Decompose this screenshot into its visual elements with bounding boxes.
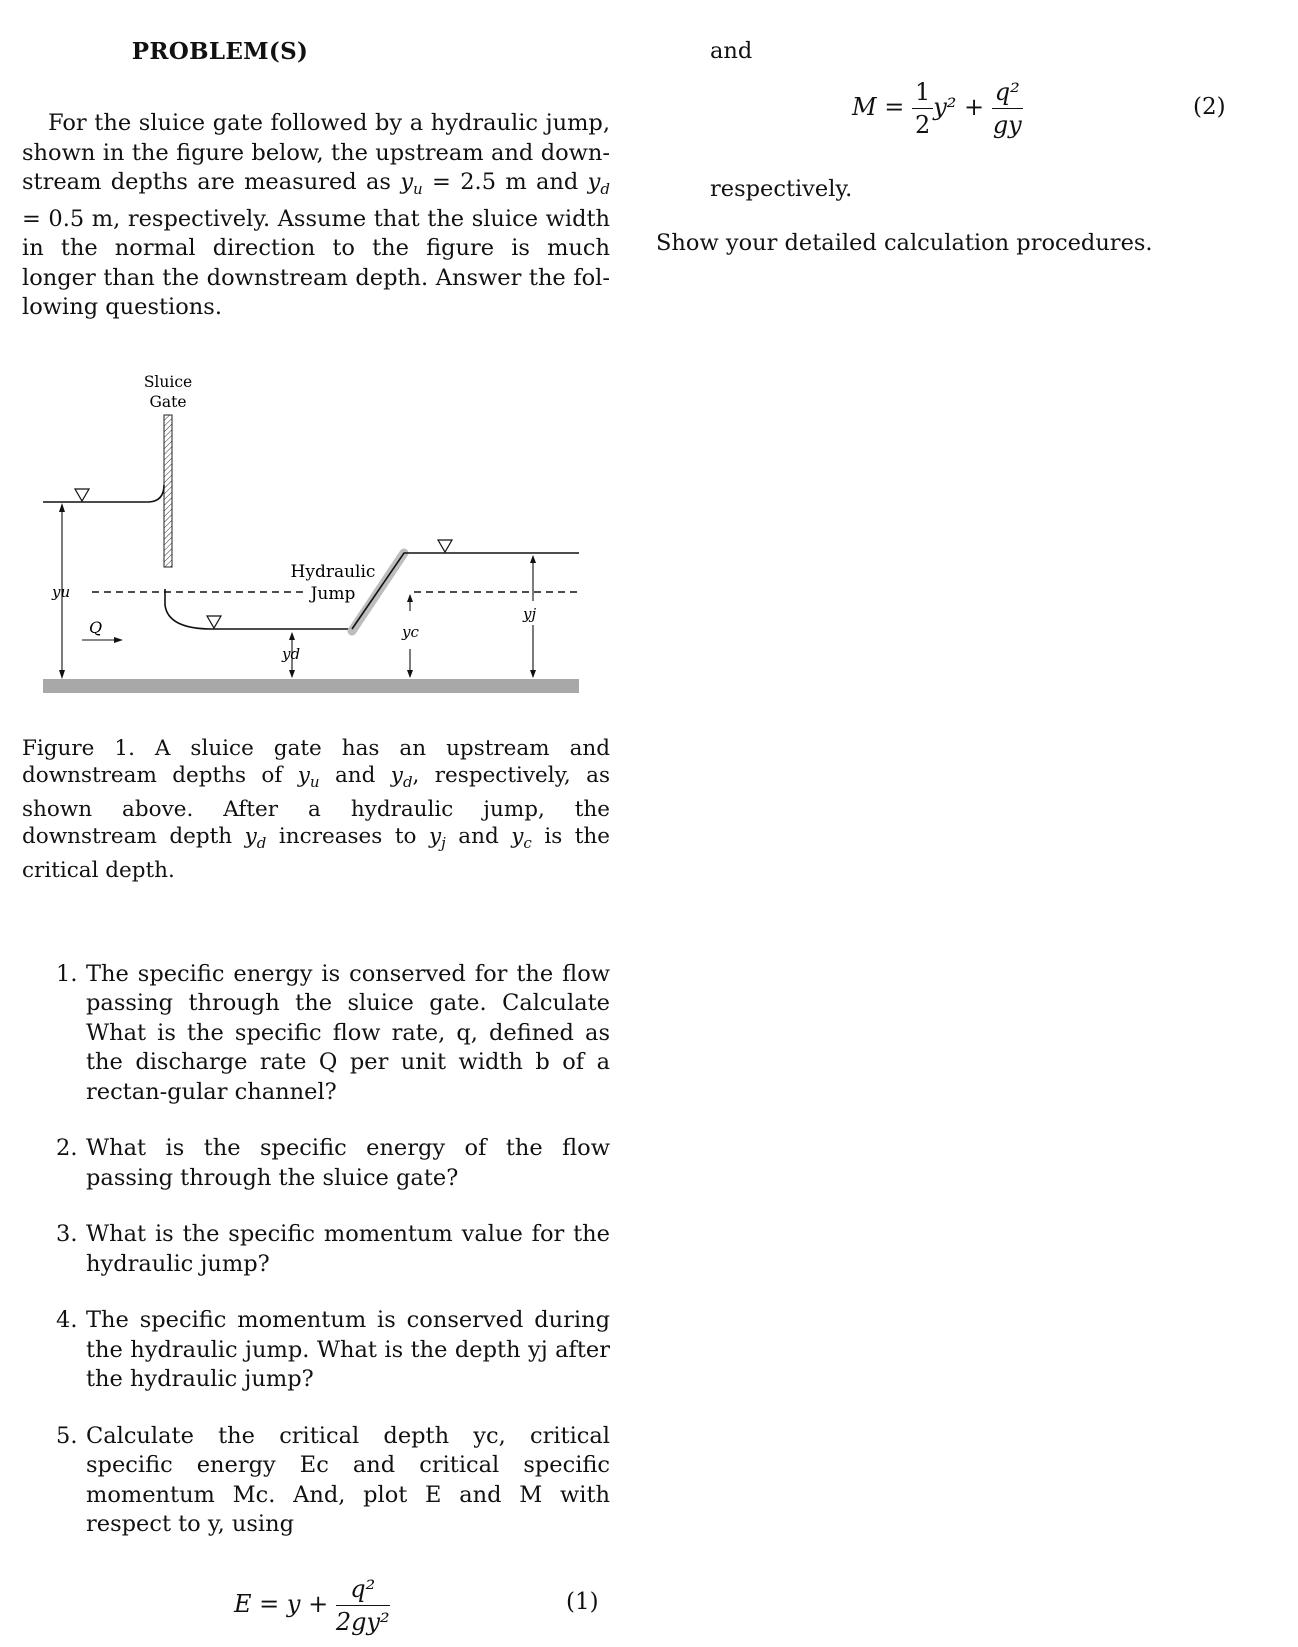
channel-bed [43,679,579,693]
upstream-surface [43,485,164,502]
question-item: 3. What is the specific momentum value for the hydraulic jump? [56,1221,610,1277]
question-item: 2. What is the specific energy of the flow passing through the sluice gate? [56,1135,610,1191]
equation-2-number: (2) [1193,94,1226,120]
right-column [656,38,1256,256]
sluice-gate-figure [22,353,610,713]
sluice-gate [164,415,172,567]
jump-water-symbol [438,540,452,552]
gate-label-1: Sluice [143,372,193,391]
label-q: Q [89,617,103,637]
equation-1-number: (1) [566,1588,599,1615]
figure-caption: Figure 1. A sluice gate has an upstream and downstream depths of $y_u$ and $y_d$, respectively, as shown above. After a hydraulic jump, the downstream depth $y_d$ increases to $y_j$ and $y_c$ is the critical depth. [22,735,610,883]
question-item: 1. The specific energy is conserved for the flow passing through the sluice gate. Calculate What is the specific flow rate, q, defined as the discharge rate Q per unit width b of a rectan-gular channel? [56,960,610,1105]
upstream-water-symbol [75,489,89,501]
instruction-text: Show your detailed calculation procedures. [656,230,1153,256]
equation-2: M = $\frac{1}{2}$ y² + $\frac{\text{q²}}{gy}$ (2) [852,78,1226,139]
left-column [22,38,610,1647]
and-text: and [710,38,753,64]
jump-label-2: Jump [310,583,356,604]
jump-label-1: Hydraulic [290,561,376,582]
label-yd: yd [282,644,301,663]
label-yu: yu [52,582,71,601]
equation-1: E = y + $\frac{\text{q²}}{\text{2gy²}}$ (1) [234,1574,599,1636]
question-item: 5. Calculate the critical depth yc, critical specific energy Ec and critical specific momentum Mc. And, plot E and M with respect to y, using [56,1422,610,1537]
label-yc: yc [402,622,419,641]
question-list [22,960,610,1540]
question-item: 4. The specific momentum is conserved during the hydraulic jump. What is the depth yj after the hydraulic jump? [56,1307,610,1392]
respectively-text: respectively. [710,176,853,202]
q-arrow-head [114,637,123,643]
label-yj: yj [523,604,537,623]
section-heading: PROBLEM(S) [131,38,309,65]
gate-label-2: Gate [149,392,187,411]
intro-paragraph: For the sluice gate followed by a hydraulic jump, shown in the figure below, the upstream and down-stream depths are measured as $y_u = 2.5$ m and $y_d = 0.5$ m, respectively. Assume that the sluice width in the normal direction to the figure is much longer than the downstream depth. Answer the fol-lowing questions. [22,110,610,320]
downstream-water-symbol [207,616,221,628]
